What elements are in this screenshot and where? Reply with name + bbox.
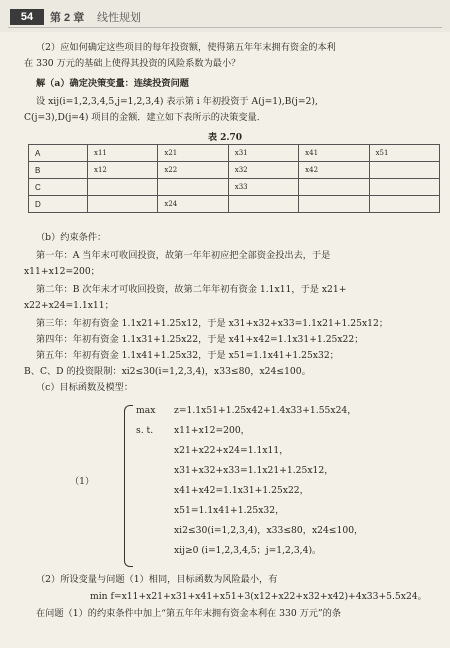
text-line: 第三年：年初有资金 1.1x21+1.25x12，于是 x31+x32+x33=1.1x21+1.25x12；	[36, 318, 389, 329]
text-line: 设 xij(i=1,2,3,4,5,j=1,2,3,4) 表示第 i 年初投资于 A(j=1),B(j=2),	[36, 96, 318, 107]
model-label: （1）	[70, 476, 95, 487]
table-cell: x33	[228, 179, 298, 196]
text-line: （b）约束条件：	[36, 232, 107, 243]
table-row	[29, 145, 440, 162]
model-line: xi2≤30(i=1,2,3,4)，x33≤80，x24≤100，	[174, 525, 364, 536]
table-cell	[228, 196, 298, 213]
table-cell: x41	[299, 145, 369, 162]
row-label: A	[29, 145, 88, 162]
text-line: 第二年：B 次年末才可收回投资，故第二年年初有资金 1.1x11，于是 x21+	[36, 284, 347, 295]
decision-variable-table	[28, 144, 440, 213]
model-line: x41+x42=1.1x31+1.25x22，	[174, 485, 309, 496]
model-line: xij≥0 (i=1,2,3,4,5；j=1,2,3,4)。	[174, 545, 322, 556]
row-label: B	[29, 162, 88, 179]
table-caption: 表 2.70	[207, 133, 243, 143]
table-cell: x22	[158, 162, 228, 179]
model-line: x31+x32+x33=1.1x21+1.25x12，	[174, 465, 334, 476]
table-row	[29, 179, 440, 196]
text-line: 第五年：年初有资金 1.1x41+1.25x32，于是 x51=1.1x41+1.25x32；	[36, 350, 339, 361]
model-line: x11+x12=200，	[174, 425, 250, 436]
text-line: 在问题（1）的约束条件中加上“第五年年末拥有资金本利在 330 万元”的条	[36, 608, 342, 619]
table-cell	[369, 196, 439, 213]
table-cell: x21	[158, 145, 228, 162]
table-cell: x31	[228, 145, 298, 162]
text-line: （2）应如何确定这些项目的每年投资额，使得第五年年末拥有资金的本利	[36, 42, 336, 53]
table-cell	[299, 196, 369, 213]
table-cell	[369, 162, 439, 179]
table-cell: x42	[299, 162, 369, 179]
text-line: B、C、D 的投资限制：xi2≤30(i=1,2,3,4)，x33≤80，x24≤100。	[24, 366, 311, 377]
table-cell: x24	[158, 196, 228, 213]
max-label: max	[136, 405, 156, 416]
text-line: x11+x12=200；	[24, 266, 100, 277]
model-brace	[124, 405, 133, 567]
text-line: （c）目标函数及模型：	[36, 382, 134, 393]
table-cell	[299, 179, 369, 196]
chapter-label: 第 2 章	[50, 12, 85, 24]
chapter-title: 线性规划	[97, 12, 141, 24]
table-cell: x51	[369, 145, 439, 162]
table-cell	[369, 179, 439, 196]
model-line: x51=1.1x41+1.25x32，	[174, 505, 285, 516]
table-cell	[158, 179, 228, 196]
text-line: 在 330 万元的基础上使得其投资的风险系数为最小？	[24, 58, 241, 69]
header-rule	[8, 27, 442, 28]
text-line: x22+x24=1.1x11；	[24, 300, 114, 311]
table-cell	[88, 196, 158, 213]
table-cell: x32	[228, 162, 298, 179]
row-label: C	[29, 179, 88, 196]
text-line: （2）所设变量与问题（1）相同，目标函数为风险最小，有	[36, 574, 278, 585]
model-line: z=1.1x51+1.25x42+1.4x33+1.55x24，	[174, 405, 357, 416]
text-line: C(j=3),D(j=4) 项目的金额．建立如下表所示的决策变量．	[24, 112, 266, 123]
table-row	[29, 162, 440, 179]
model-line: x21+x22+x24=1.1x11，	[174, 445, 289, 456]
table-cell	[88, 179, 158, 196]
text-line: 第四年：年初有资金 1.1x31+1.25x22，于是 x41+x42=1.1x31+1.25x22；	[36, 334, 364, 345]
page-header	[0, 0, 450, 32]
text-line: 解（a）确定决策变量：连续投资问题	[36, 78, 189, 89]
table-row	[29, 196, 440, 213]
table-cell: x11	[88, 145, 158, 162]
row-label: D	[29, 196, 88, 213]
page-number: 54	[10, 9, 44, 25]
text-line: min f=x11+x21+x31+x41+x51+3(x12+x22+x32+x42)+4x33+5.5x24。	[90, 591, 427, 602]
st-label: s. t.	[136, 425, 154, 436]
text-line: 第一年：A 当年末可收回投资，故第一年年初应把全部资金投出去，于是	[36, 250, 331, 261]
table-cell: x12	[88, 162, 158, 179]
